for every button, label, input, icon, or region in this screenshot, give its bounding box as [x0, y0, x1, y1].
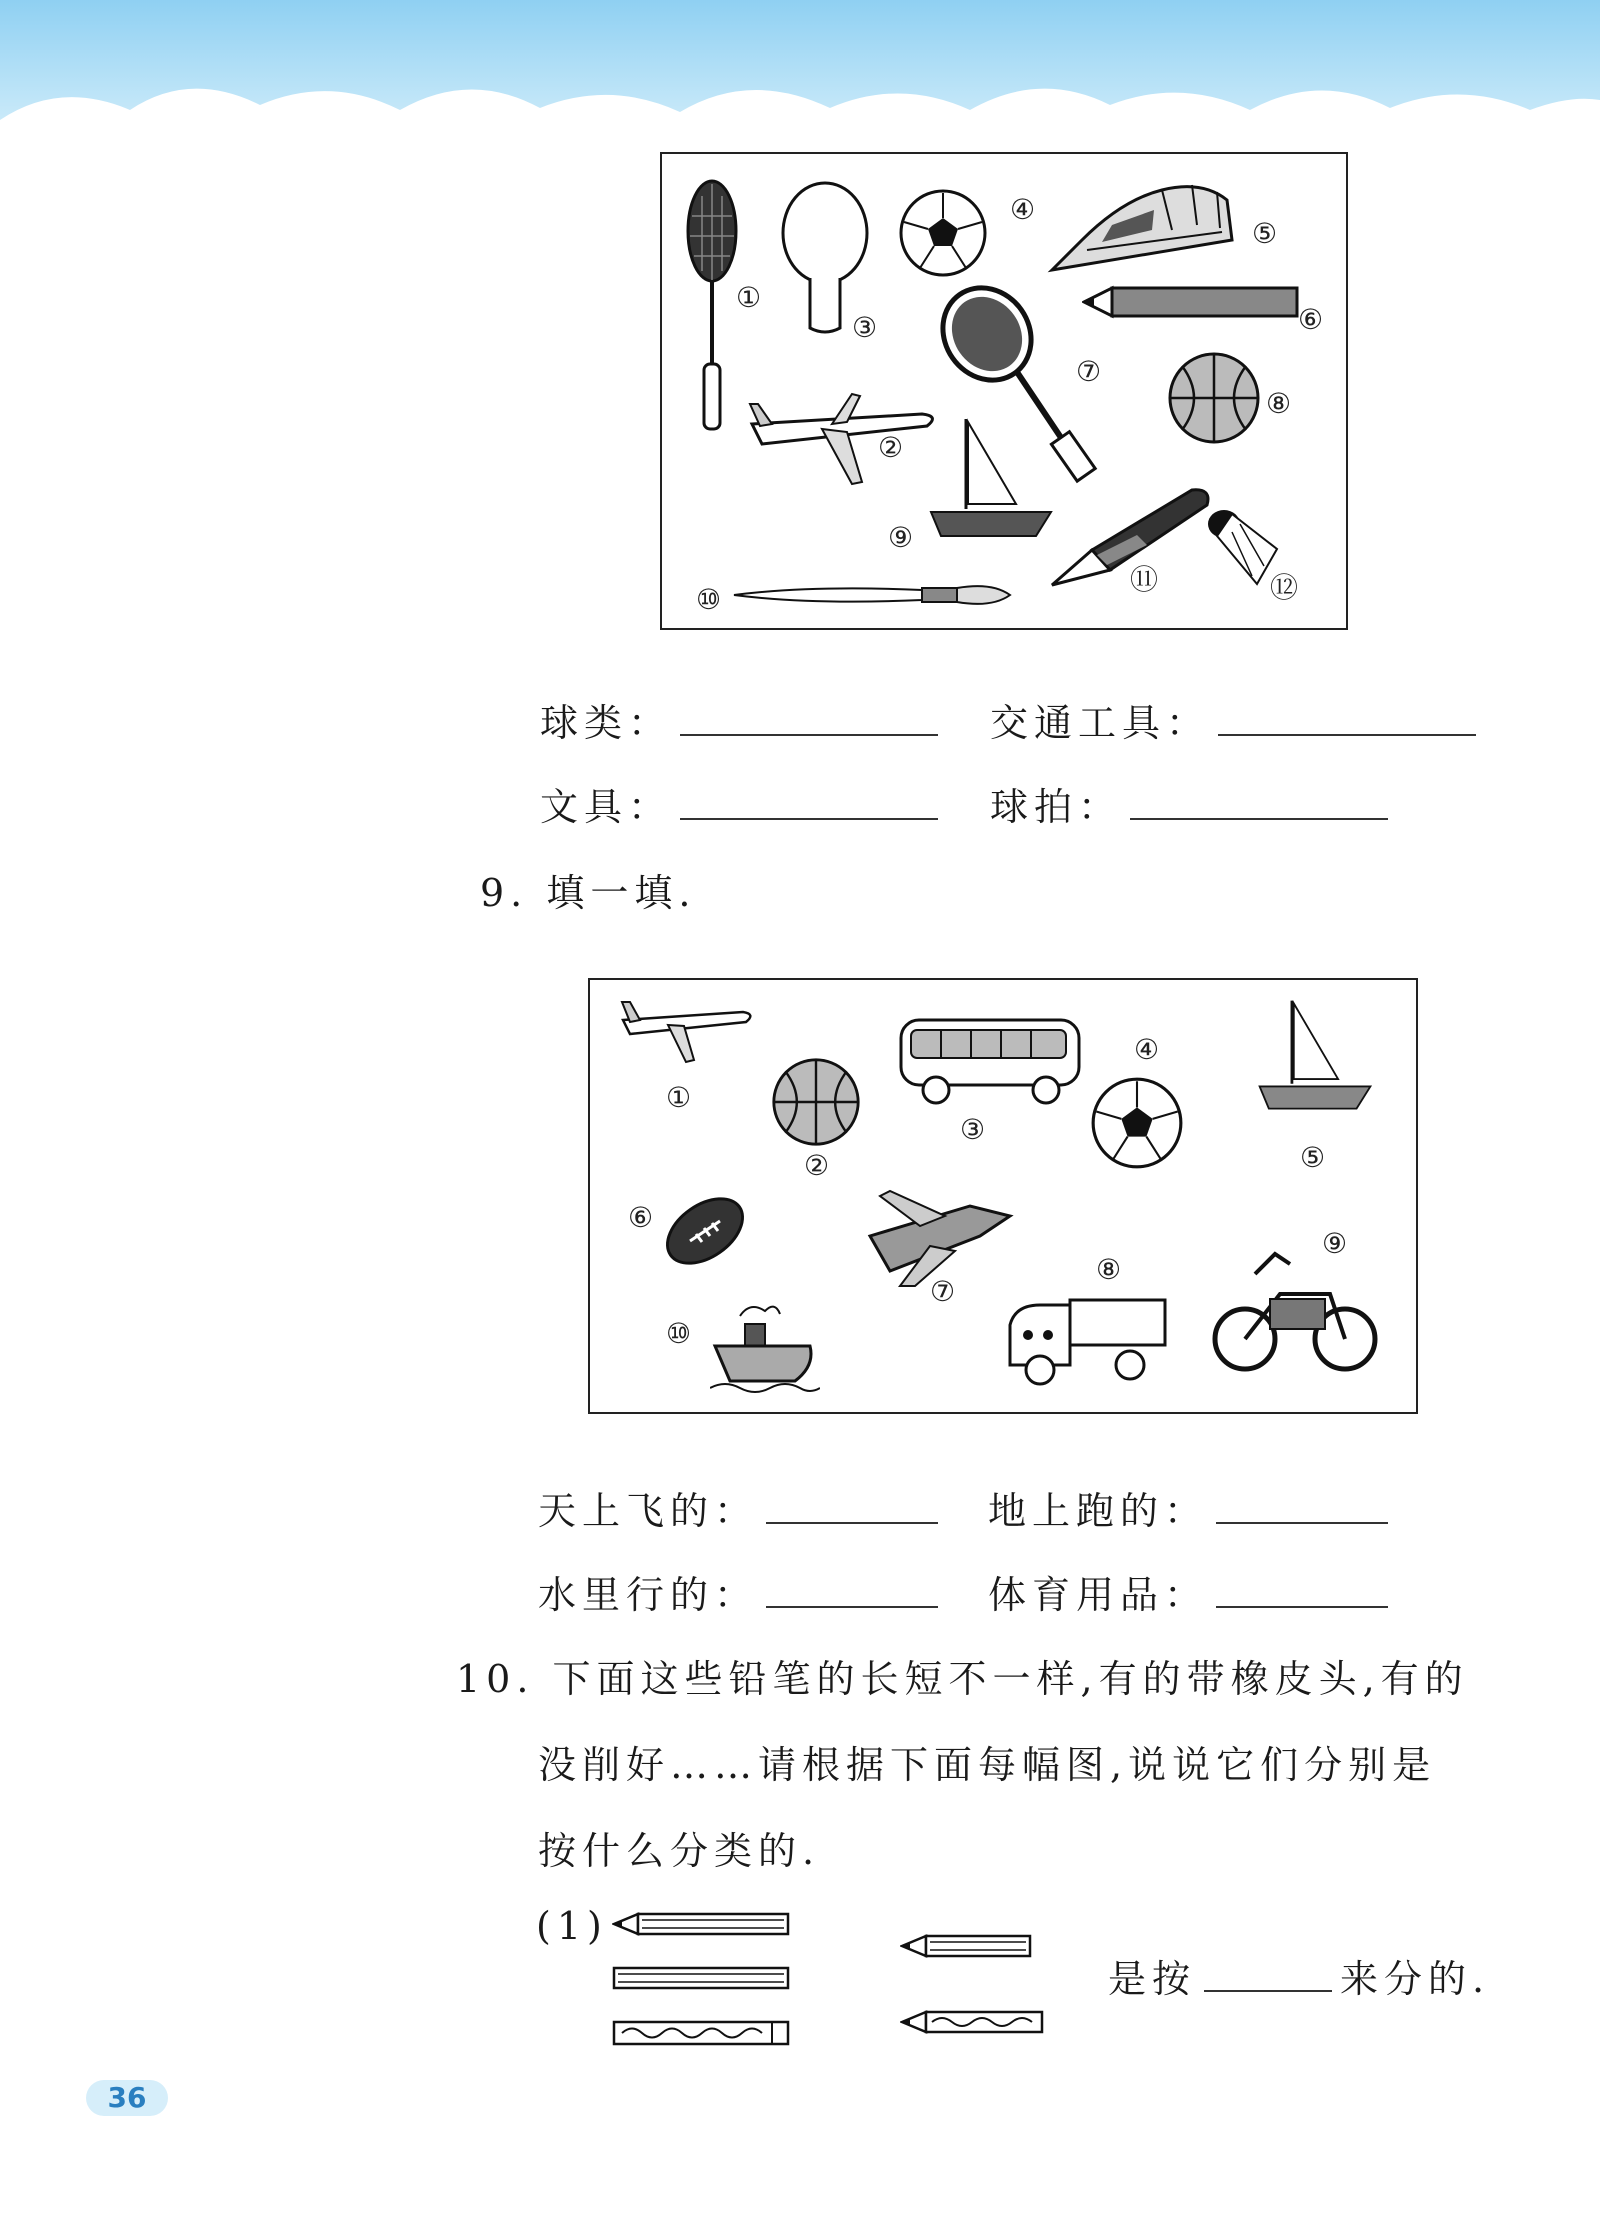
label-7: ⑦ [1076, 355, 1102, 388]
category-stationery-label: 文具： [540, 785, 673, 829]
pencils-group-short [900, 1934, 1050, 2044]
answer-blank[interactable] [766, 1496, 938, 1524]
sailboat-icon [1250, 996, 1380, 1116]
category-ground-label: 地上跑的： [988, 1489, 1209, 1533]
category-balls-label: 球类： [540, 701, 673, 745]
pencil-icon [614, 1968, 788, 1988]
figure-objects-2 [588, 978, 1418, 1414]
label-10: ⑩ [666, 1317, 692, 1350]
label-10: ⑩ [696, 583, 722, 616]
label-5: ⑤ [1252, 217, 1278, 250]
q9-row-2-left [538, 1564, 938, 1619]
q10-line-2: 没削好……请根据下面每幅图,说说它们分别是 [538, 1743, 1437, 1787]
label-4: ④ [1010, 193, 1036, 226]
figure-objects-1 [660, 152, 1348, 630]
paintbrush-icon [732, 580, 1012, 610]
label-11: ⑪ [1130, 563, 1159, 596]
label-8: ⑧ [1096, 1253, 1122, 1286]
answer-blank[interactable] [1130, 792, 1388, 820]
label-6: ⑥ [1298, 303, 1324, 336]
answer-blank[interactable] [680, 792, 938, 820]
rugby-ball-icon [660, 1186, 750, 1276]
airplane-icon [742, 384, 942, 494]
category-sports-label: 体育用品： [988, 1573, 1209, 1617]
pencil-icon [902, 1936, 1030, 1956]
label-3: ③ [960, 1113, 986, 1146]
soccer-ball-icon [898, 188, 988, 278]
train-icon [1042, 170, 1242, 280]
label-2: ② [878, 431, 904, 464]
answer-suffix: 来分的. [1340, 1957, 1491, 2001]
label-7: ⑦ [930, 1275, 956, 1308]
label-8: ⑧ [1266, 387, 1292, 420]
sailboat-icon [926, 414, 1056, 544]
pencils-group-long [612, 1912, 792, 2048]
category-water-label: 水里行的： [538, 1573, 759, 1617]
q10-line-3: 按什么分类的. [538, 1829, 821, 1873]
category-transport-label: 交通工具： [990, 701, 1211, 745]
q10-sub-label: (1) [536, 1904, 608, 1948]
label-9: ⑨ [1322, 1227, 1348, 1260]
basketball-icon [1166, 350, 1262, 446]
label-5: ⑤ [1300, 1141, 1326, 1174]
q9-title: 9. 填一填. [480, 871, 697, 915]
airplane-icon [618, 990, 758, 1070]
q9-row-1-right [988, 1480, 1388, 1535]
truck-icon [1000, 1280, 1170, 1390]
pencil-icon [1082, 282, 1302, 322]
q8-row-1-right [990, 692, 1476, 747]
q8-row-2-right [990, 776, 1388, 831]
pencil-icon [902, 2012, 1042, 2032]
motorcycle-icon [1210, 1244, 1380, 1374]
q9-row-1-left [538, 1480, 938, 1535]
bus-icon [896, 1010, 1086, 1110]
label-1: ① [666, 1081, 692, 1114]
answer-blank[interactable] [1218, 708, 1476, 736]
label-2: ② [804, 1149, 830, 1182]
answer-prefix: 是按 [1108, 1957, 1197, 2001]
q10-line-1: 10. 下面这些铅笔的长短不一样,有的带橡皮头,有的 [456, 1657, 1469, 1701]
basketball-icon [770, 1056, 862, 1148]
label-1: ① [736, 281, 762, 314]
q10-answer [1108, 1948, 1490, 2003]
pencil-icon [614, 2022, 788, 2044]
q9-row-2-right [988, 1564, 1388, 1619]
label-4: ④ [1134, 1033, 1160, 1066]
q8-row-2-left [540, 776, 938, 831]
answer-blank[interactable] [1204, 1964, 1332, 1992]
answer-blank[interactable] [680, 708, 938, 736]
badminton-racket-icon [682, 176, 742, 436]
ship-icon [710, 1296, 820, 1396]
soccer-ball-icon [1090, 1076, 1184, 1170]
answer-blank[interactable] [766, 1580, 938, 1608]
sky-header [0, 0, 1600, 150]
label-6: ⑥ [628, 1201, 654, 1234]
answer-blank[interactable] [1216, 1580, 1388, 1608]
page-number: 36 [86, 2080, 168, 2116]
label-3: ③ [852, 311, 878, 344]
pencil-icon [614, 1914, 788, 1934]
label-12: ⑫ [1270, 571, 1299, 604]
label-9: ⑨ [888, 521, 914, 554]
category-rackets-label: 球拍： [990, 785, 1123, 829]
q8-row-1-left [540, 692, 938, 747]
category-sky-label: 天上飞的： [538, 1489, 759, 1533]
answer-blank[interactable] [1216, 1496, 1388, 1524]
